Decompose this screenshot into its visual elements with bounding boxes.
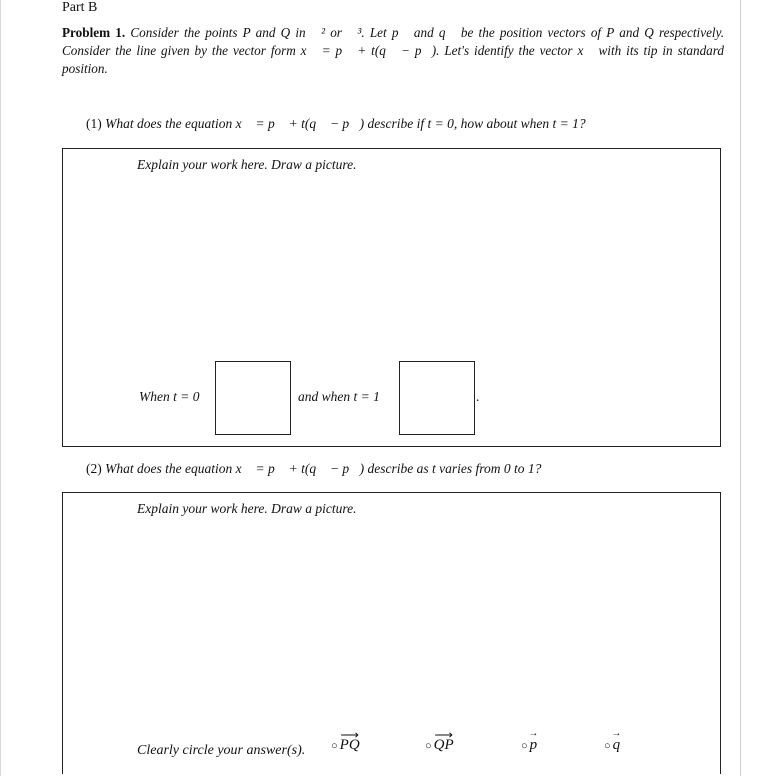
question-1-number: (1) bbox=[86, 116, 102, 131]
option-qp[interactable] bbox=[425, 737, 454, 754]
when-t0-label: When t = 0 bbox=[139, 389, 200, 404]
part-title: Part B bbox=[62, 0, 98, 15]
t0-answer-box[interactable] bbox=[215, 361, 291, 435]
answer-area-1[interactable] bbox=[62, 148, 721, 447]
option-bullet: ○ bbox=[331, 740, 338, 752]
circle-prompt: Clearly circle your answer(s). bbox=[137, 743, 306, 758]
option-pq[interactable] bbox=[331, 737, 360, 754]
option-qp-label: ⟶ QP bbox=[434, 737, 454, 754]
answer-area-2[interactable] bbox=[62, 492, 721, 774]
end-period: . bbox=[476, 389, 480, 404]
option-p-label: → p bbox=[530, 737, 538, 754]
t1-answer-box[interactable] bbox=[399, 361, 475, 435]
question-2-text: What does the equation x⃗ = p⃗ + t(q⃗ − p⃗) describe as t varies from 0 to 1? bbox=[105, 461, 542, 476]
option-bullet: ○ bbox=[521, 740, 528, 752]
answer-area-1-instruction: Explain your work here. Draw a picture. bbox=[137, 157, 357, 172]
option-q[interactable] bbox=[604, 737, 620, 754]
question-2-number: (2) bbox=[86, 461, 102, 476]
problem-lead: Problem 1. bbox=[62, 25, 126, 40]
when-t1-label: and when t = 1 bbox=[298, 389, 380, 404]
option-bullet: ○ bbox=[604, 740, 611, 752]
problem-statement bbox=[62, 24, 724, 78]
page-edge-left bbox=[0, 0, 1, 776]
option-p[interactable] bbox=[521, 737, 537, 754]
page-edge-right bbox=[740, 0, 741, 776]
question-1-text: What does the equation x⃗ = p⃗ + t(q⃗ − p⃗) describe if t = 0, how about when t = 1? bbox=[105, 116, 586, 131]
option-bullet: ○ bbox=[425, 740, 432, 752]
problem-text: Consider the points P and Q in ℝ² or ℝ³. Let p⃗ and q⃗ be the position vectors of P and Q respectively. Consider the line given by the vector form x⃗ = p⃗ + t(q⃗ − p⃗). Let's identify the vector x⃗ with its tip in standard position. bbox=[62, 25, 725, 76]
question-2 bbox=[86, 461, 541, 477]
option-q-label: → q bbox=[613, 737, 621, 754]
answer-area-2-instruction: Explain your work here. Draw a picture. bbox=[137, 501, 357, 516]
option-pq-label: ⟶ PQ bbox=[340, 737, 360, 754]
question-1 bbox=[86, 116, 586, 132]
